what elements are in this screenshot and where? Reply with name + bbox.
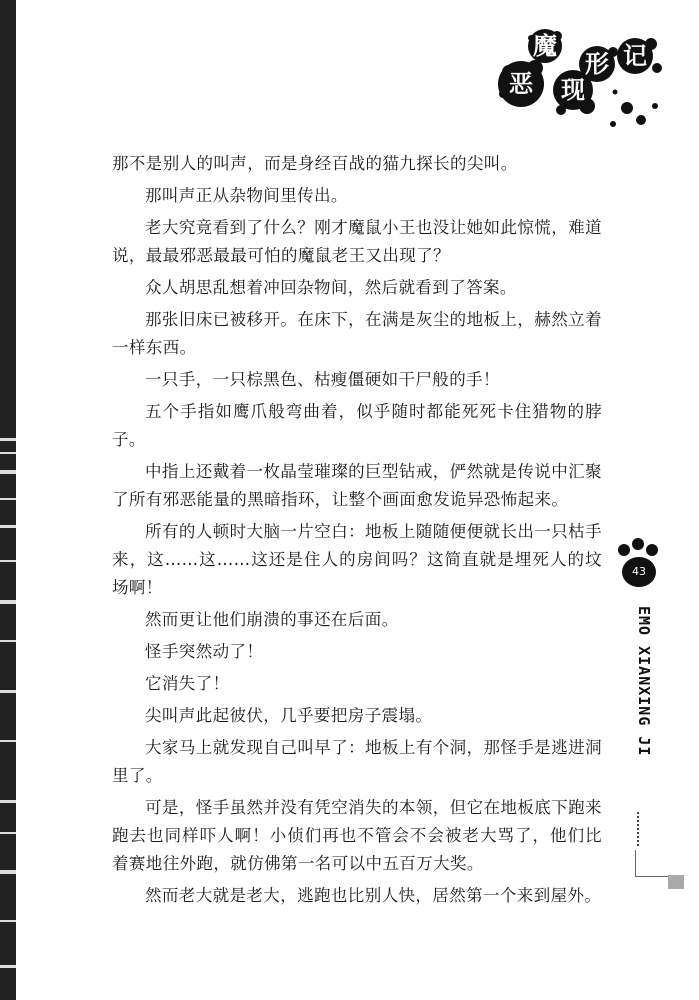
page-number: 43 bbox=[632, 565, 646, 578]
paragraph: 它消失了！ bbox=[145, 674, 230, 693]
paragraph: 老大究竟看到了什么？刚才魔鼠小王也没让她如此惊慌，难道说，最最邪恶最最可怕的魔鼠老王又出现了？ bbox=[112, 218, 602, 265]
title-char-4: 形 bbox=[585, 50, 609, 78]
title-char-2: 魔 bbox=[533, 32, 557, 60]
paragraph: 然而更让他们崩溃的事还在后面。 bbox=[145, 610, 399, 629]
left-border-decoration bbox=[0, 0, 16, 1000]
paragraph: 那不是别人的叫声，而是身经百战的猫九探长的尖叫。 bbox=[112, 154, 518, 173]
paragraph: 怪手突然动了！ bbox=[145, 642, 264, 661]
paragraph: 所有的人顿时大脑一片空白：地板上随随便便就长出一只枯手来，这……这……这还是住人的房间吗？这简直就是埋死人的坟场啊！ bbox=[112, 522, 602, 597]
paragraph: 那张旧床已被移开。在床下，在满是灰尘的地板上，赫然立着一样东西。 bbox=[112, 310, 602, 357]
paragraph: 然而老大就是老大，逃跑也比别人快，居然第一个来到屋外。 bbox=[145, 886, 602, 905]
paragraph: 大家马上就发现自己叫早了：地板上有个洞，那怪手是逃进洞里了。 bbox=[112, 738, 602, 785]
paragraph: 可是，怪手虽然并没有凭空消失的本领，但它在地板底下跑来跑去也同样吓人啊！小侦们再也不管会不会被老大骂了，他们比着赛地往外跑，就仿佛第一名可以中五百万大奖。 bbox=[112, 798, 602, 873]
title-char-1: 恶 bbox=[509, 70, 533, 98]
paragraph: 众人胡思乱想着冲回杂物间，然后就看到了答案。 bbox=[145, 278, 517, 297]
dotted-divider bbox=[637, 812, 643, 846]
paragraph: 中指上还戴着一枚晶莹璀璨的巨型钻戒，俨然就是传说中汇聚了所有邪恶能量的黑暗指环，让整个画面愈发诡异恐怖起来。 bbox=[112, 462, 602, 509]
paragraph: 尖叫声此起彼伏，几乎要把房子震塌。 bbox=[145, 706, 433, 725]
paragraph: 五个手指如鹰爪般弯曲着，似乎随时都能死死卡住猎物的脖子。 bbox=[112, 402, 602, 449]
page-body-text bbox=[112, 150, 602, 914]
corner-line-horizontal bbox=[635, 876, 669, 877]
paragraph: 那叫声正从杂物间里传出。 bbox=[145, 186, 348, 205]
gray-square-marker bbox=[668, 875, 684, 889]
book-title-badge bbox=[495, 28, 670, 133]
series-title-vertical: EMO XIANXING JI bbox=[635, 606, 653, 757]
corner-line-vertical bbox=[635, 850, 636, 876]
title-char-5: 记 bbox=[623, 42, 647, 70]
title-char-3: 现 bbox=[561, 76, 585, 104]
paragraph: 一只手，一只棕黑色、枯瘦僵硬如干尸般的手！ bbox=[145, 370, 500, 389]
